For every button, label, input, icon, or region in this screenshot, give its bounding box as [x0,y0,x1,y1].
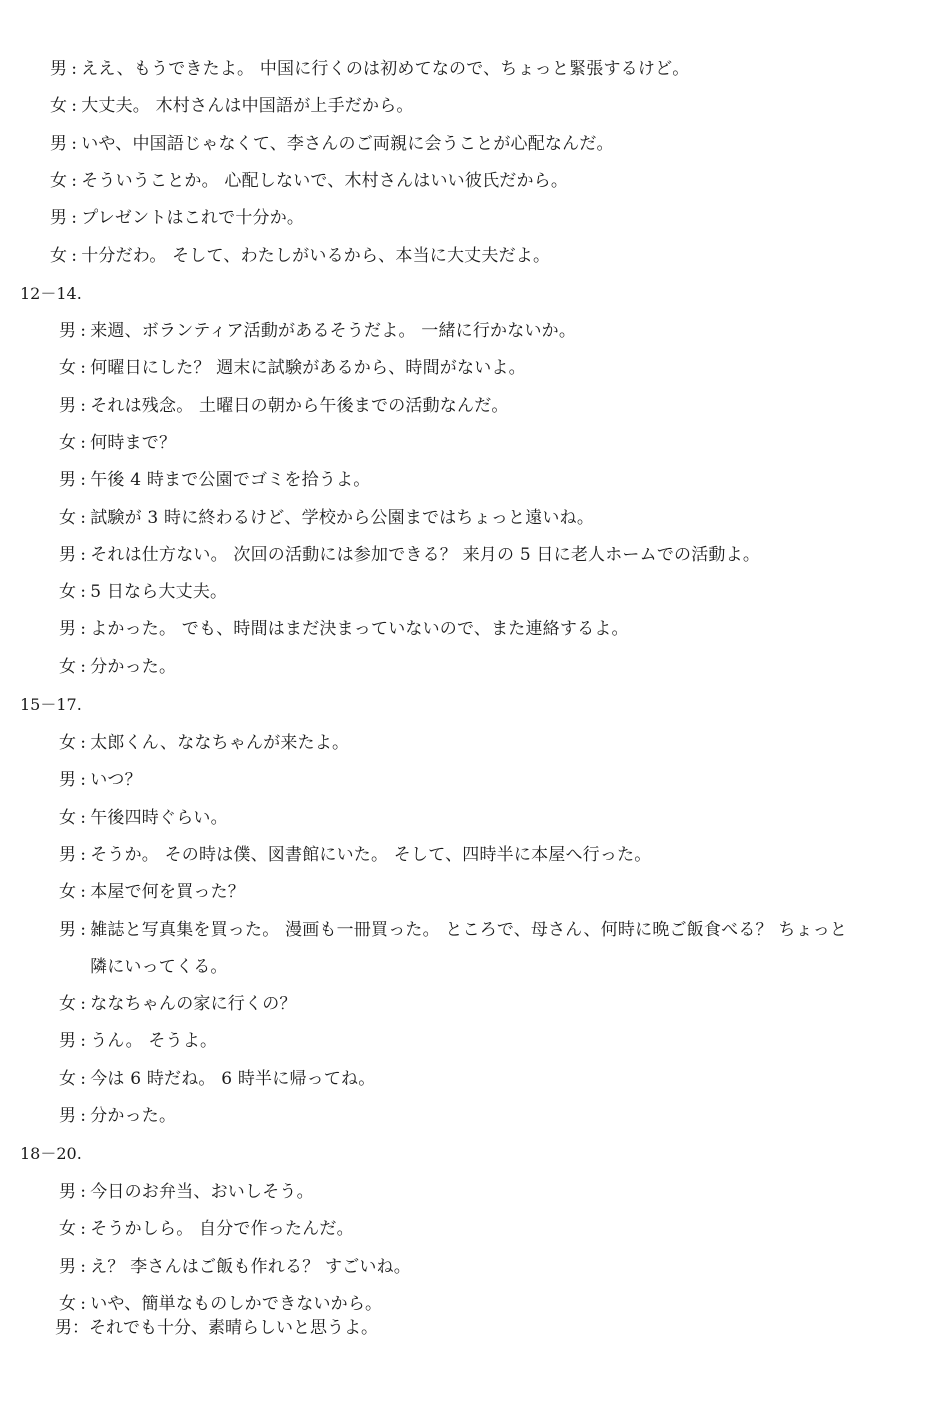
line-text: 試験が 3 時に終わるけど、学校から公園まではちょっと遠いね。 [90,507,595,528]
dialogue-line [50,95,414,117]
speaker-colon: : [80,919,87,940]
speaker-colon: : [80,882,87,903]
dialogue-line [59,544,760,566]
speaker-colon: : [80,844,87,865]
dialogue-line [50,133,614,155]
line-text: いや、中国語じゃなくて、李さんのご両親に会うことが心配なんだ。 [81,133,614,154]
speaker-colon: : [80,395,87,416]
line-text: プレゼントはこれで十分か。 [81,208,305,229]
speaker-colon: : [80,582,87,603]
line-text: 何時まで？ [90,432,177,453]
speaker-colon: : [80,507,87,528]
dialogue-line [50,170,568,192]
speaker-label: 男 [59,1031,77,1052]
speaker-colon: : [80,1031,87,1052]
speaker-colon: : [71,208,78,229]
dialogue-line [59,618,629,640]
line-text: 午後四時ぐらい。 [90,807,228,828]
speaker-label: 男 [59,619,77,640]
dialogue-line [59,320,576,342]
cut-off-line-text: 男：それでも十分、素晴らしいと思うよ。 [55,1318,378,1338]
dialogue-line [59,1218,354,1240]
speaker-label: 女 [50,245,68,266]
speaker-label: 女 [59,733,77,753]
speaker-colon: : [80,1256,87,1277]
speaker-label: 男 [59,544,77,565]
dialogue-line [59,769,142,791]
dialogue-line [59,469,370,491]
dialogue-line [59,1181,314,1203]
speaker-label: 女 [59,656,77,677]
speaker-label: 男 [59,321,77,341]
speaker-colon: : [80,1068,87,1089]
speaker-colon: : [71,59,78,79]
cut-off-line [55,1318,378,1338]
speaker-label: 女 [59,994,77,1015]
dialogue-line [59,581,227,603]
line-text: え？ 李さんはご飯も作れる？ すごいね。 [90,1256,412,1277]
speaker-colon: : [80,807,87,828]
speaker-label: 女 [59,1293,77,1314]
dialogue-line [50,245,550,267]
line-text: うん。 そうよ。 [90,1031,218,1052]
dialogue-line [59,732,349,754]
line-text: そうか。 その時は僕、図書館にいた。 そして、四時半に本屋へ行った。 [90,844,652,865]
dialogue-line [59,919,847,941]
dialogue-line [90,956,228,978]
speaker-label: 男 [59,1256,77,1277]
dialogue-line [50,58,690,80]
dialogue-line [59,395,509,417]
line-text: 太郎くん、ななちゃんが来たよ。 [90,733,350,753]
dialogue-line [59,1293,382,1315]
line-text: ええ、もうできたよ。 中国に行くのは初めてなので、ちょっと緊張するけど。 [81,59,690,79]
speaker-colon: : [80,432,87,453]
speaker-label: 男 [59,395,77,416]
line-text: 雑誌と写真集を買った。 漫画も一冊買った。 ところで、母さん、何時に晩ご飯食べる？ ちょっと [90,919,848,940]
dialogue-line [59,1068,375,1090]
speaker-colon: : [80,1182,87,1202]
speaker-colon: : [80,1106,87,1126]
dialogue-line [59,656,176,678]
line-text: 午後 4 時まで公園でゴミを拾うよ。 [90,470,371,491]
speaker-colon: : [71,96,78,117]
speaker-label: 男 [50,59,68,79]
speaker-label: 女 [50,96,68,117]
line-text: 今は 6 時だね。 6 時半に帰ってね。 [90,1068,376,1089]
line-text: そうかしら。 自分で作ったんだ。 [90,1219,354,1240]
dialogue-line [59,507,594,529]
dialogue-line [59,432,176,454]
speaker-colon: : [80,619,87,640]
line-text: 5 日なら大丈夫。 [90,582,228,603]
speaker-label: 女 [59,1219,77,1240]
dialogue-line [59,1105,176,1127]
speaker-label: 女 [59,507,77,528]
line-text: 分かった。 [90,1106,177,1126]
speaker-label: 男 [50,133,68,154]
section-label: 18－20. [20,1144,82,1163]
dialogue-line [59,1030,217,1052]
line-text: いや、簡単なものしかできないから。 [90,1293,383,1314]
speaker-label: 女 [59,1068,77,1089]
speaker-label: 女 [59,807,77,828]
section-label: 12－14. [20,284,82,303]
speaker-label: 男 [50,208,68,229]
speaker-colon: : [80,994,87,1015]
speaker-label: 男 [59,844,77,865]
line-text: ななちゃんの家に行くの？ [90,994,297,1015]
dialogue-line [59,357,526,379]
line-text: 分かった。 [90,656,177,677]
dialogue-line [50,207,304,229]
speaker-colon: : [71,170,78,191]
line-text: いつ？ [90,770,142,791]
speaker-label: 男 [59,919,77,940]
speaker-colon: : [80,733,87,753]
speaker-label: 女 [59,432,77,453]
speaker-label: 男 [59,1182,77,1202]
speaker-label: 男 [59,1106,77,1126]
line-text: 十分だわ。 そして、わたしがいるから、本当に大丈夫だよ。 [81,245,551,266]
line-text: そういうことか。 心配しないで、木村さんはいい彼氏だから。 [81,170,569,191]
line-text: 何曜日にした？ 週末に試験があるから、時間がないよ。 [90,358,526,379]
speaker-label: 女 [50,170,68,191]
line-text: それは仕方ない。 次回の活動には参加できる？ 来月の 5 日に老人ホームでの活動よ。 [90,544,761,565]
dialogue-line [59,881,245,903]
line-text: 本屋で何を買った？ [90,882,246,903]
speaker-colon: : [80,770,87,791]
speaker-colon: : [71,245,78,266]
line-text: 大丈夫。 木村さんは中国語が上手だから。 [81,96,414,117]
speaker-colon: : [80,321,87,341]
speaker-label: 女 [59,882,77,903]
speaker-label: 女 [59,582,77,603]
speaker-label: 男 [59,470,77,491]
speaker-colon: : [80,358,87,379]
dialogue-line [59,844,651,866]
line-text: それは残念。 土曜日の朝から午後までの活動なんだ。 [90,395,509,416]
line-text: 隣にいってくる。 [90,956,228,977]
speaker-colon: : [80,544,87,565]
dialogue-line [59,807,228,829]
speaker-colon: : [80,1293,87,1314]
speaker-label: 女 [59,358,77,379]
speaker-colon: : [80,656,87,677]
speaker-colon: : [80,470,87,491]
line-text: 来週、ボランティア活動があるそうだよ。 一緒に行かないか。 [90,321,577,341]
speaker-colon: : [71,133,78,154]
speaker-colon: : [80,1219,87,1240]
section-label: 15－17. [20,695,82,714]
dialogue-line [59,993,297,1015]
line-text: よかった。 でも、時間はまだ決まっていないので、また連絡するよ。 [90,619,629,640]
dialogue-line [59,1256,411,1278]
line-text: 今日のお弁当、おいしそう。 [90,1182,314,1202]
speaker-label: 男 [59,770,77,791]
